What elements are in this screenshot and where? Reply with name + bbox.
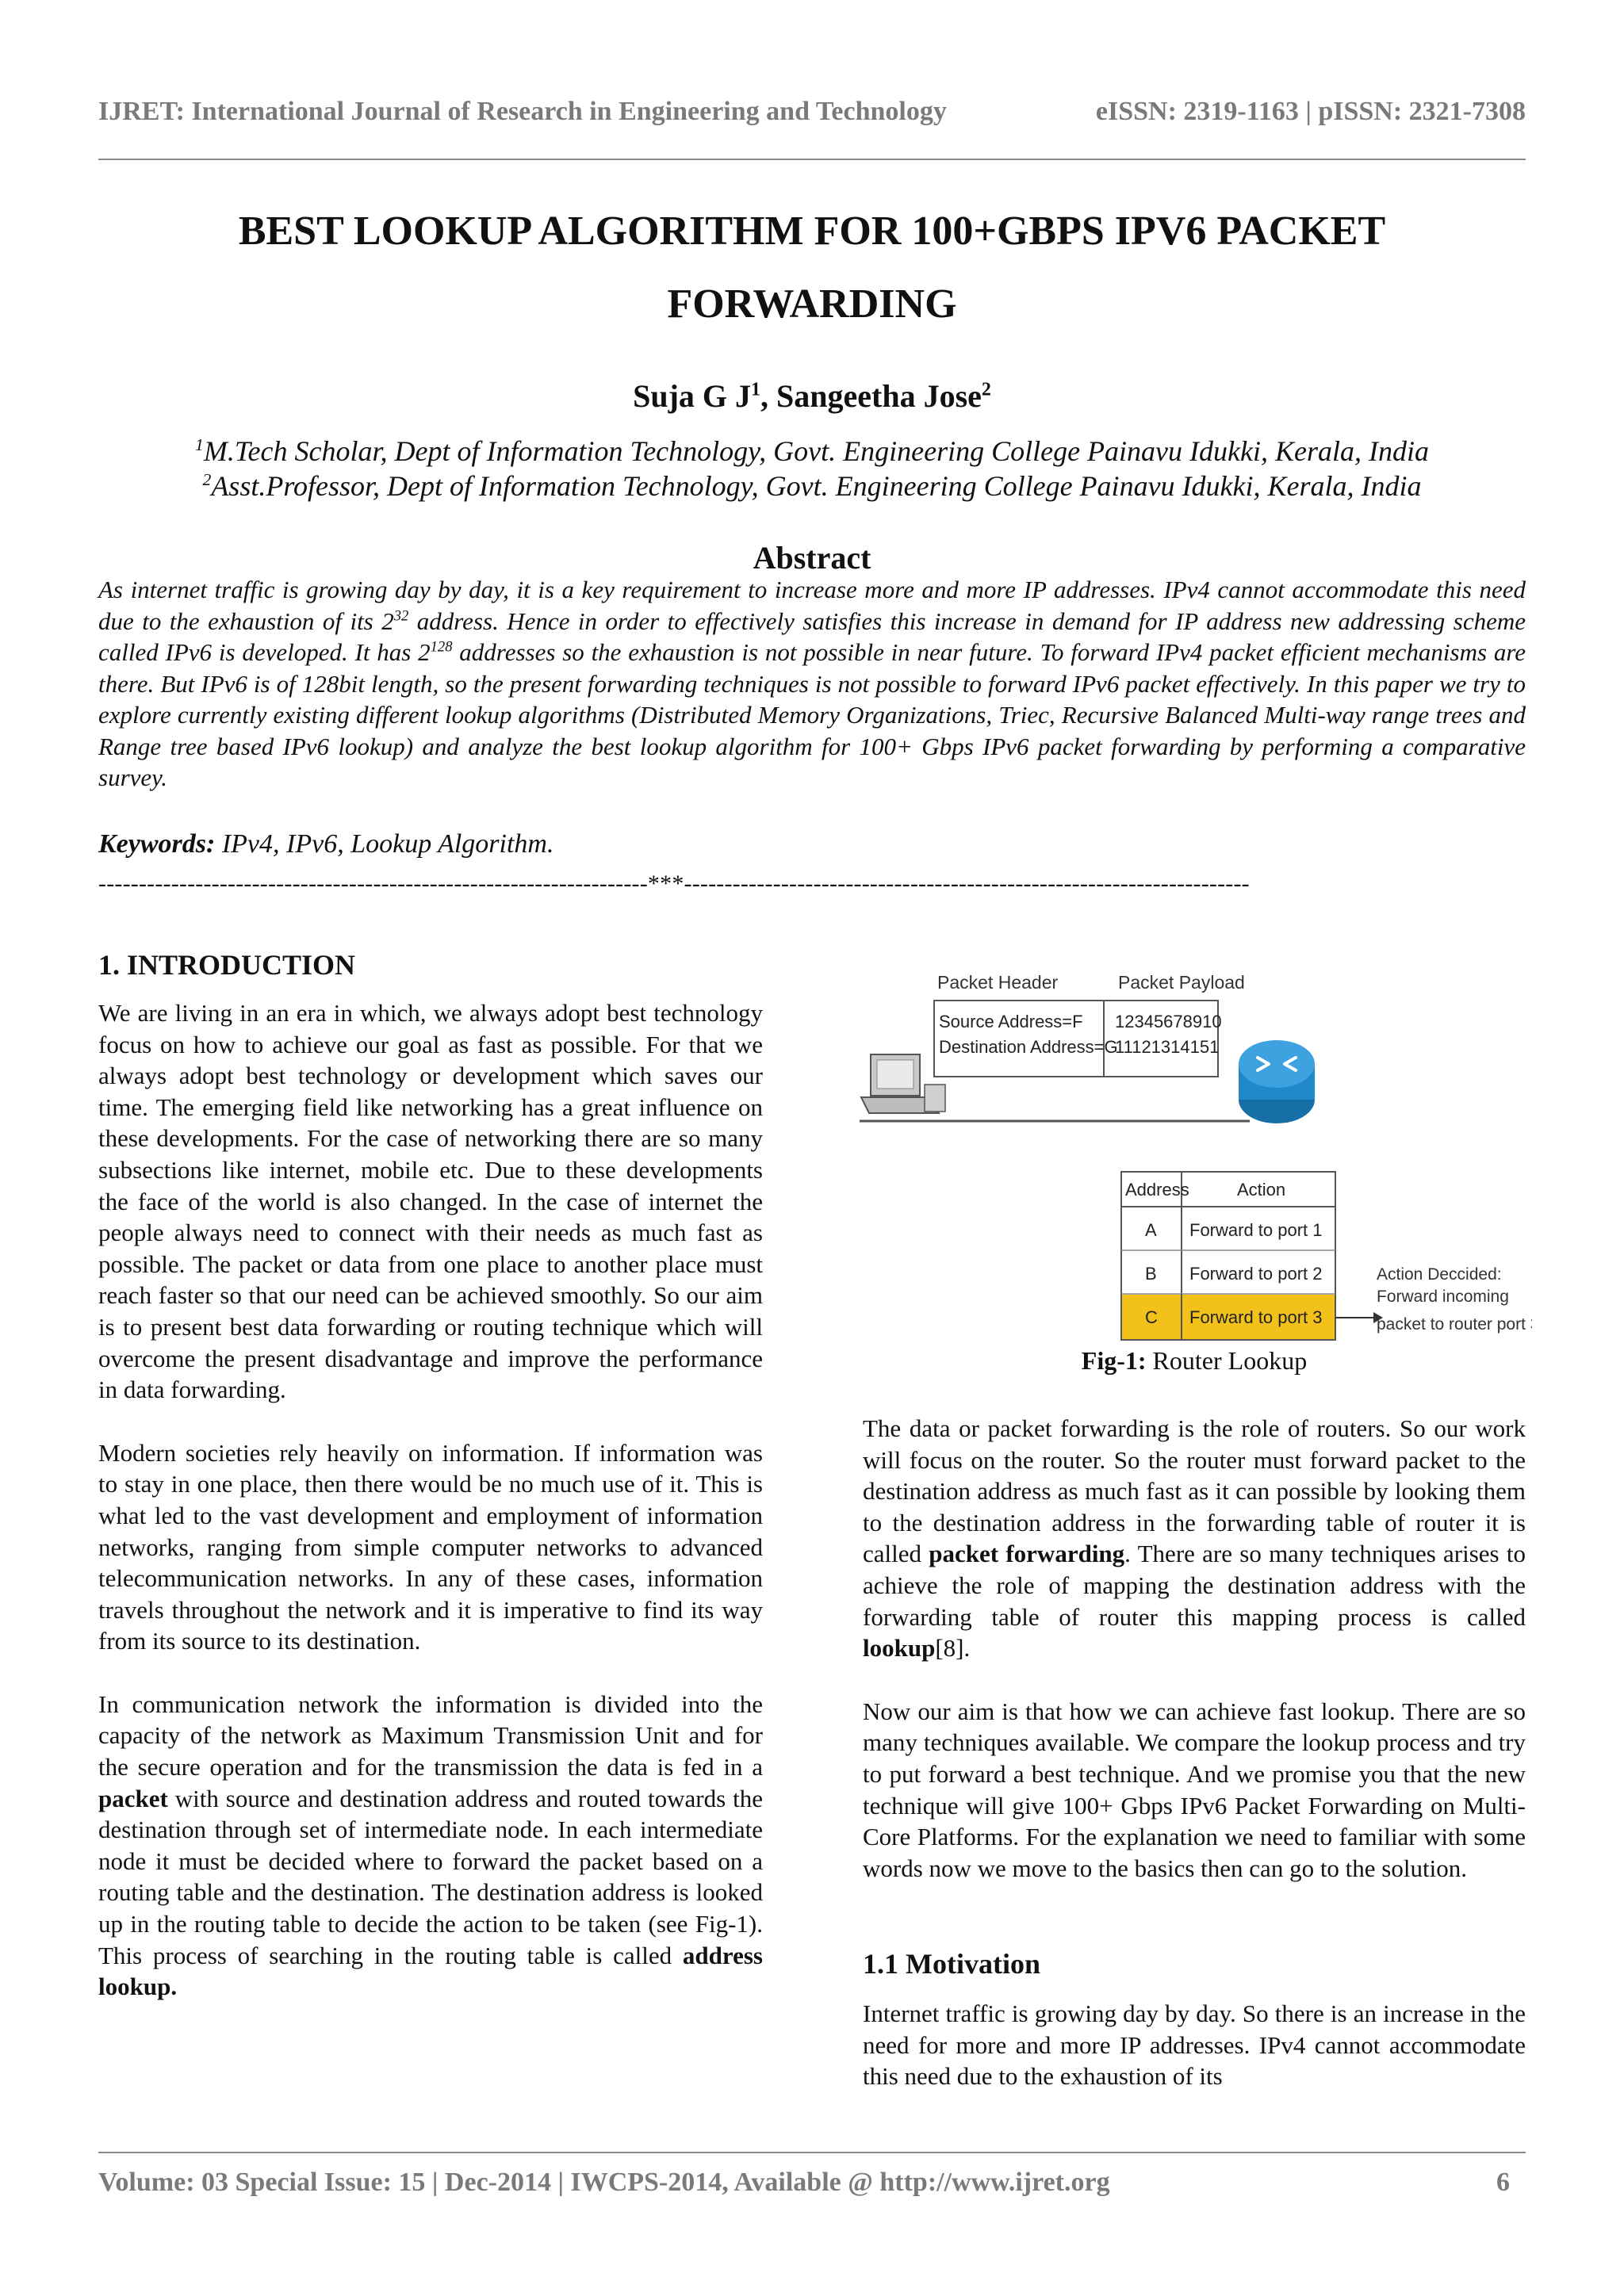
destination-address: Destination Address=G <box>939 1037 1118 1057</box>
running-footer <box>98 2168 1526 2206</box>
affiliation-1-text: M.Tech Scholar, Dept of Information Technology, Govt. Engineering College Painavu Idukki, Kerala, India <box>203 435 1429 467</box>
caption-text: Router Lookup <box>1146 1346 1308 1375</box>
decision-line-2: Forward incoming <box>1377 1288 1509 1306</box>
abstract-sup-2: 128 <box>430 638 453 656</box>
right-paragraph-1 <box>863 1413 1526 1664</box>
authors <box>0 377 1624 415</box>
footer-rule <box>98 2152 1526 2153</box>
author-1: Suja G J <box>633 378 752 414</box>
figure-caption <box>863 1346 1526 1376</box>
right-paragraph-2: Now our aim is that how we can achieve fast lookup. There are so many techniques available. We compare the lookup process and try to put forward a best technique. And we promise you that the new technique will give 100+ Gbps IPv6 Packet Forwarding on Multi-Core Platforms. For the explanation we need to familiar with some words now we move to the basics then can go to the solution. <box>863 1697 1526 1882</box>
motivation-column <box>863 1998 1526 2092</box>
decision-line-3: packet to router port 3 <box>1377 1315 1532 1334</box>
affiliation-2 <box>95 469 1529 503</box>
left-column <box>98 997 763 2003</box>
author-2: Sangeetha Jose <box>776 378 982 414</box>
affiliation-2-sup: 2 <box>202 470 212 489</box>
rp1-text-c: . There are so many techniques arises to achieve the role of mapping the destination address with the forwarding table of router this mapping process is called <box>863 1540 1526 1631</box>
table-header-address: Address <box>1125 1180 1189 1200</box>
affiliation-2-text: Asst.Professor, Dept of Information Technology, Govt. Engineering College Painavu Idukki, Kerala, India <box>211 470 1422 502</box>
table-header-action: Action <box>1237 1180 1286 1200</box>
journal-name: IJRET: International Journal of Research in Engineering and Technology <box>98 97 947 126</box>
packet-header-label: Packet Header <box>937 972 1059 993</box>
intro-paragraph-2: Modern societies rely heavily on information. If information was to stay in one place, then there would be no much use of it. This is what led to the vast development and employment of information networks, ranging from simple computer networks to advanced telecommunication networks. In any of these cases, information travels throughout the network and it is imperative to find its way from its source to its destination. <box>98 1438 763 1655</box>
affiliation-1-sup: 1 <box>195 435 204 454</box>
header-rule <box>98 159 1526 160</box>
router-lookup-diagram <box>856 969 1532 1341</box>
issn: eISSN: 2319-1163 | pISSN: 2321-7308 <box>1095 97 1526 126</box>
keywords-text: IPv4, IPv6, Lookup Algorithm. <box>215 829 554 859</box>
decision-line-1: Action Deccided: <box>1377 1265 1502 1284</box>
caption-label: Fig-1: <box>1081 1346 1147 1375</box>
keywords <box>98 829 553 859</box>
right-column <box>863 1413 1526 1884</box>
rp1-bold-packet-forwarding: packet forwarding <box>929 1540 1125 1568</box>
intro-p3-bold-packet: packet <box>98 1784 168 1812</box>
author-2-sup: 2 <box>981 379 991 400</box>
subsection-heading-motivation: 1.1 Motivation <box>863 1948 1040 1980</box>
page-number: 6 <box>1496 2168 1510 2197</box>
source-address: Source Address=F <box>939 1012 1083 1031</box>
intro-p3-text-c: with source and destination address and routed towards the destination through set of intermediate node. In each intermediate node it must be decided where to forward the packet based on a routing table and the destination. The destination address is looked up in the routing table to decide the action to be taken (see Fig-1). This process of searching in the routing table is called <box>98 1784 763 1969</box>
keywords-label: Keywords: <box>98 829 216 859</box>
abstract-part-3: addresses so the exhaustion is not possible in near future. To forward IPv4 packet efficient mechanisms are there. But IPv6 is of 128bit length, so the present forwarding techniques is not possible to forward IPv6 packet effectively. In this paper we try to explore currently existing different lookup algorithms (Distributed Memory Organizations, Triec, Recursive Balanced Multi-way range trees and Range tree based IPv6 lookup) and analyze the best lookup algorithm for 100+ Gbps IPv6 packet forwarding by performing a comparative survey. <box>98 638 1526 791</box>
computer-icon <box>861 1054 945 1113</box>
payload-line-1: 12345678910 <box>1115 1012 1222 1031</box>
author-1-sup: 1 <box>751 379 761 400</box>
abstract-part-1: As internet traffic is growing day by day, it is a key requirement to increase more and more IP addresses. IPv4 cannot accommodate this need due to the exhaustion of its 2 <box>98 576 1526 635</box>
figure-router-lookup <box>856 969 1532 1341</box>
abstract-sup-1: 32 <box>393 607 409 625</box>
paper-title: BEST LOOKUP ALGORITHM FOR 100+GBPS IPV6 PACKET FORWARDING <box>238 209 1386 327</box>
rp1-text-a: The data or packet forwarding is the role of routers. So our work will focus on the router. So the router must forward packet to the destination address as much fast as it can possible by looking them to the destination address in the forwarding table of router it is called <box>863 1414 1526 1568</box>
section-heading-introduction: 1. INTRODUCTION <box>98 949 356 981</box>
packet-payload-label: Packet Payload <box>1118 972 1245 993</box>
intro-p3-text-a: In communication network the information is divided into the capacity of the network as Maximum Transmission Unit and for the secure operation and for the transmission the data is fed in a <box>98 1689 763 1781</box>
intro-paragraph-3 <box>98 1689 763 2003</box>
router-icon <box>1239 1040 1315 1123</box>
row-c-action: Forward to port 3 <box>1189 1307 1323 1327</box>
intro-paragraph-1: We are living in an era in which, we always adopt best technology focus on how to achieve our goal as fast as possible. For that we always adopt best technology or development which saves our time. The emerging field like networking has a great influence on these developments. For the case of networking there are so many subsections like internet, mobile etc. Due to these developments the face of the world is also changed. In the case of internet the people always need to connect with their needs as much fast as possible. The packet or data from one place to another place must reach faster so that our need can be achieved smoothly. So our aim is to present best data forwarding or routing technique which will overcome the present disadvantage and improve the performance in data forwarding. <box>98 999 763 1404</box>
row-b-action: Forward to port 2 <box>1189 1264 1323 1284</box>
payload-line-2: 11121314151 <box>1115 1037 1220 1057</box>
row-a-action: Forward to port 1 <box>1189 1220 1323 1240</box>
abstract-heading: Abstract <box>753 540 871 576</box>
footer-text: Volume: 03 Special Issue: 15 | Dec-2014 | IWCPS-2014, Available @ http://www.ijret.org <box>98 2168 1110 2197</box>
author-separator: , <box>760 378 777 414</box>
abstract-part-2: address. Hence in order to effectively satisfies this increase in demand for IP address new addressing scheme called IPv6 is developed. It has 2 <box>98 607 1526 666</box>
row-c-address: C <box>1145 1307 1158 1327</box>
motivation-paragraph: Internet traffic is growing day by day. So there is an increase in the need for more and more IP addresses. IPv4 cannot accommodate this need due to the exhaustion of its <box>863 1999 1526 2091</box>
rp1-ref: [8]. <box>935 1634 971 1663</box>
running-header <box>98 97 1526 136</box>
section-separator: --------------------------------------------------------------------***---------------------------------------------------------------------- <box>98 871 1250 897</box>
affiliation-1 <box>95 434 1529 468</box>
rp1-bold-lookup: lookup <box>863 1634 936 1663</box>
abstract-body <box>98 574 1526 794</box>
row-a-address: A <box>1145 1220 1157 1240</box>
row-b-address: B <box>1145 1264 1157 1284</box>
intro-p3-bold-lookup: address lookup. <box>98 1941 763 2001</box>
